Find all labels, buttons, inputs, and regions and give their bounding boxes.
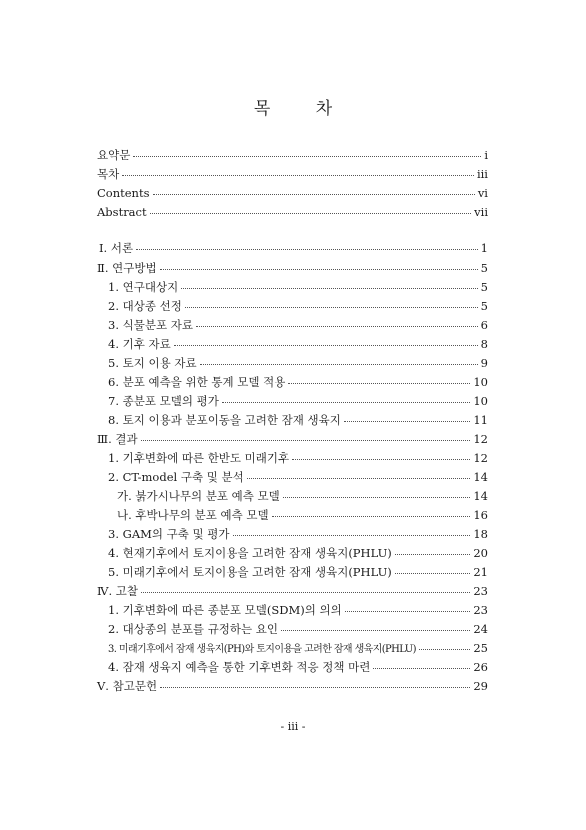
dot-leader xyxy=(200,355,478,365)
dot-leader xyxy=(272,507,471,517)
dot-leader xyxy=(222,393,471,403)
dot-leader xyxy=(395,545,471,555)
toc-entry-contents-en[interactable] xyxy=(97,185,488,201)
toc-entry-page: 16 xyxy=(473,508,488,522)
toc-entry-label: 6. 분포 예측을 위한 통계 모델 적용 xyxy=(108,375,286,389)
toc-entry-page: 10 xyxy=(473,375,488,389)
toc-section[interactable] xyxy=(97,279,488,295)
toc-entry-label: 가. 붉가시나무의 분포 예측 모델 xyxy=(117,489,280,503)
dot-leader xyxy=(141,431,471,441)
toc-section[interactable] xyxy=(97,355,488,371)
toc-entry-page: 8 xyxy=(480,337,488,351)
toc-entry-label: 1. 기후변화에 따른 한반도 미래기후 xyxy=(108,451,290,465)
dot-leader xyxy=(345,602,471,612)
dot-leader xyxy=(247,469,471,479)
dot-leader xyxy=(174,336,478,346)
dot-leader xyxy=(160,678,470,688)
toc-entry-page: 26 xyxy=(473,660,488,674)
toc-entry-page: vii xyxy=(474,205,488,219)
toc-entry-page: 21 xyxy=(473,565,488,579)
toc-entry-abstract[interactable] xyxy=(97,204,488,220)
toc-section[interactable] xyxy=(97,336,488,352)
toc-section[interactable] xyxy=(97,450,488,466)
toc-section[interactable] xyxy=(97,412,488,428)
dot-leader xyxy=(185,298,478,308)
toc-entry-page: 29 xyxy=(473,679,488,693)
page-number-footer: - iii - xyxy=(280,720,306,733)
dot-leader xyxy=(153,185,475,195)
toc-section[interactable] xyxy=(97,317,488,333)
toc-entry-label: 1. 기후변화에 따른 종분포 모델(SDM)의 의의 xyxy=(108,603,342,617)
toc-chapter[interactable] xyxy=(97,583,488,599)
toc-entry-label: 7. 종분포 모델의 평가 xyxy=(108,394,219,408)
toc-chapter[interactable] xyxy=(97,240,488,256)
toc-entry-label: 2. CT-model 구축 및 분석 xyxy=(108,470,244,484)
toc-section[interactable] xyxy=(97,545,488,561)
toc-entry-label: 2. 대상종 선정 xyxy=(108,299,182,313)
dot-leader xyxy=(160,260,478,270)
toc-entry-page: 14 xyxy=(473,489,488,503)
toc-entry-summary[interactable] xyxy=(97,147,488,163)
toc-subsection[interactable] xyxy=(97,488,488,504)
toc-section[interactable] xyxy=(97,640,488,656)
toc-entry-label: Ⅱ. 연구방법 xyxy=(97,261,157,275)
toc-chapter[interactable] xyxy=(97,678,488,694)
toc-entry-page: 18 xyxy=(473,527,488,541)
toc-entry-page: 11 xyxy=(473,413,488,427)
toc-section[interactable] xyxy=(97,374,488,390)
page-title: 목 차 xyxy=(253,99,353,119)
dot-leader xyxy=(233,526,471,536)
toc-entry-page: 10 xyxy=(473,394,488,408)
toc-entry-page: vi xyxy=(477,186,488,200)
toc-entry-label: 목차 xyxy=(97,167,120,181)
toc-entry-label: 요약문 xyxy=(97,148,131,162)
toc-chapter[interactable] xyxy=(97,260,488,276)
toc-entry-label: 5. 토지 이용 자료 xyxy=(108,356,197,370)
toc-entry-label: 3. 식물분포 자료 xyxy=(108,318,193,332)
toc-entry-page: 14 xyxy=(473,470,488,484)
toc-entry-page: 23 xyxy=(473,584,488,598)
toc-entry-label: 1. 연구대상지 xyxy=(108,280,179,294)
dot-leader xyxy=(122,166,474,176)
dot-leader xyxy=(150,204,472,214)
toc-entry-label: 4. 잠재 생육지 예측을 통한 기후변화 적응 정책 마련 xyxy=(108,660,371,674)
dot-leader xyxy=(292,450,470,460)
toc-entry-page: 25 xyxy=(473,641,488,655)
toc-section[interactable] xyxy=(97,469,488,485)
toc-entry-page: 12 xyxy=(473,451,488,465)
dot-leader xyxy=(281,621,470,631)
toc-entry-label: 5. 미래기후에서 토지이용을 고려한 잠재 생육지(PHLU) xyxy=(108,565,392,579)
toc-entry-page: 1 xyxy=(480,241,488,255)
dot-leader xyxy=(395,564,471,574)
toc-entry-label: 8. 토지 이용과 분포이동을 고려한 잠재 생육지 xyxy=(108,413,341,427)
toc-entry-label: 3. 미래기후에서 잠재 생육지(PH)와 토지이용을 고려한 잠재 생육지(PHLU) xyxy=(108,644,416,655)
dot-leader xyxy=(181,279,477,289)
dot-leader xyxy=(288,374,470,384)
toc-entry-page: 5 xyxy=(480,299,488,313)
toc-entry-label: 4. 현재기후에서 토지이용을 고려한 잠재 생육지(PHLU) xyxy=(108,546,392,560)
toc-entry-page: 5 xyxy=(480,261,488,275)
dot-leader xyxy=(344,412,470,422)
dot-leader xyxy=(373,659,470,669)
dot-leader xyxy=(136,240,478,250)
dot-leader xyxy=(419,640,470,650)
dot-leader xyxy=(133,147,481,157)
toc-entry-page: 5 xyxy=(480,280,488,294)
toc-entry-page: i xyxy=(484,148,488,162)
toc-section[interactable] xyxy=(97,621,488,637)
toc-entry-label: 나. 후박나무의 분포 예측 모델 xyxy=(117,508,269,522)
toc-entry-label: Ⅴ. 참고문헌 xyxy=(97,679,158,693)
dot-leader xyxy=(283,488,471,498)
toc-entry-label: Ⅲ. 결과 xyxy=(97,432,138,446)
toc-subsection[interactable] xyxy=(97,507,488,523)
toc-section[interactable] xyxy=(97,659,488,675)
toc-entry-page: iii xyxy=(476,167,488,181)
toc-section[interactable] xyxy=(97,298,488,314)
toc-section[interactable] xyxy=(97,393,488,409)
toc-section[interactable] xyxy=(97,564,488,580)
toc-entry-label: 3. GAM의 구축 및 평가 xyxy=(108,527,230,541)
toc-entry-label: 4. 기후 자료 xyxy=(108,337,171,351)
toc-entry-page: 24 xyxy=(473,622,488,636)
toc-entry-label: 2. 대상종의 분포를 규정하는 요인 xyxy=(108,622,279,636)
dot-leader xyxy=(141,583,470,593)
toc-entry-label: Abstract xyxy=(97,205,147,219)
toc-entry-label: Contents xyxy=(97,186,150,200)
toc-entry-label: Ⅳ. 고찰 xyxy=(97,584,139,598)
toc-entry-contents-kr[interactable] xyxy=(97,166,488,182)
toc-section[interactable] xyxy=(97,526,488,542)
toc-entry-page: 9 xyxy=(480,356,488,370)
toc-entry-page: 23 xyxy=(473,603,488,617)
toc-entry-label: Ⅰ. 서론 xyxy=(99,241,134,255)
toc-entry-page: 12 xyxy=(473,432,488,446)
toc-entry-page: 20 xyxy=(473,546,488,560)
toc-section[interactable] xyxy=(97,602,488,618)
toc-chapter[interactable] xyxy=(97,431,488,447)
dot-leader xyxy=(196,317,478,327)
toc-entry-page: 6 xyxy=(480,318,488,332)
